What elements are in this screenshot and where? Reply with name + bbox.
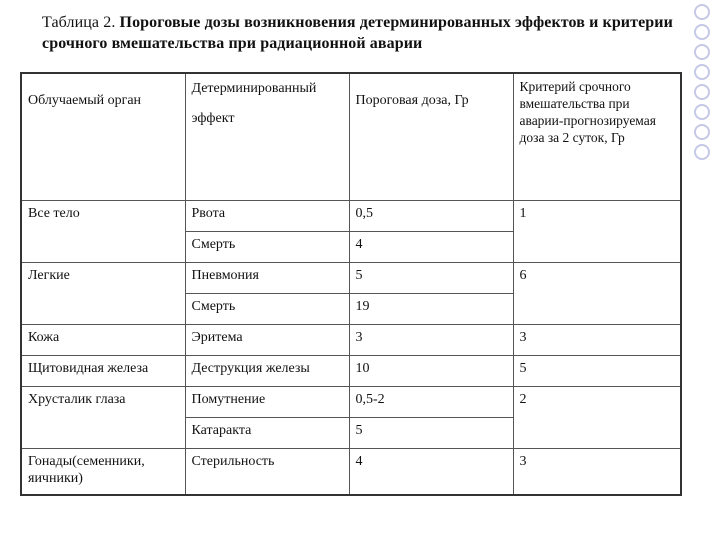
cell-dose: 5: [349, 263, 513, 294]
cell-dose: 0,5: [349, 201, 513, 232]
cell-dose: 4: [349, 232, 513, 263]
header-effect: Детерминированный эффект: [185, 73, 349, 201]
cell-organ: Щитовидная железа: [21, 356, 185, 387]
header-criterion: Критерий срочного вмешательства при аварии-прогнозируемая доза за 2 суток, Гр: [513, 73, 681, 201]
table-row: [21, 325, 681, 356]
cell-criterion: 6: [513, 263, 681, 325]
cell-effect: Пневмония: [185, 263, 349, 294]
cell-dose: 0,5-2: [349, 387, 513, 418]
cell-effect: Рвота: [185, 201, 349, 232]
cell-organ: Хрусталик глаза: [21, 387, 185, 449]
cell-organ: Легкие: [21, 263, 185, 325]
cell-criterion: 3: [513, 325, 681, 356]
cell-dose: 4: [349, 449, 513, 496]
cell-effect: Деструкция железы: [185, 356, 349, 387]
cell-effect: Эритема: [185, 325, 349, 356]
cell-effect: Смерть: [185, 232, 349, 263]
cell-criterion: 3: [513, 449, 681, 496]
header-dose: Пороговая доза, Гр: [349, 73, 513, 201]
header-row: [21, 73, 681, 201]
table-row: [21, 356, 681, 387]
cell-criterion: 2: [513, 387, 681, 449]
table-row: [21, 201, 681, 232]
cell-criterion: 1: [513, 201, 681, 263]
caption-label: Таблица 2.: [42, 14, 120, 31]
table-row: [21, 263, 681, 294]
cell-dose: 10: [349, 356, 513, 387]
cell-dose: 19: [349, 294, 513, 325]
table-caption: [42, 12, 682, 54]
cell-effect: Смерть: [185, 294, 349, 325]
cell-organ: Гонады(семенники, яичники): [21, 449, 185, 496]
cell-dose: 3: [349, 325, 513, 356]
header-organ: Облучаемый орган: [21, 73, 185, 201]
cell-criterion: 5: [513, 356, 681, 387]
caption-text: Пороговые дозы возникновения детерминированных эффектов и критерии срочного вмешательства при радиационной аварии: [42, 14, 673, 52]
cell-effect: Помутнение: [185, 387, 349, 418]
cell-organ: Все тело: [21, 201, 185, 263]
cell-organ: Кожа: [21, 325, 185, 356]
cell-dose: 5: [349, 418, 513, 449]
decorative-circles: [692, 0, 720, 170]
cell-effect: Катаракта: [185, 418, 349, 449]
table-row: [21, 449, 681, 496]
cell-effect: Стерильность: [185, 449, 349, 496]
threshold-dose-table: [20, 72, 682, 496]
table-row: [21, 387, 681, 418]
